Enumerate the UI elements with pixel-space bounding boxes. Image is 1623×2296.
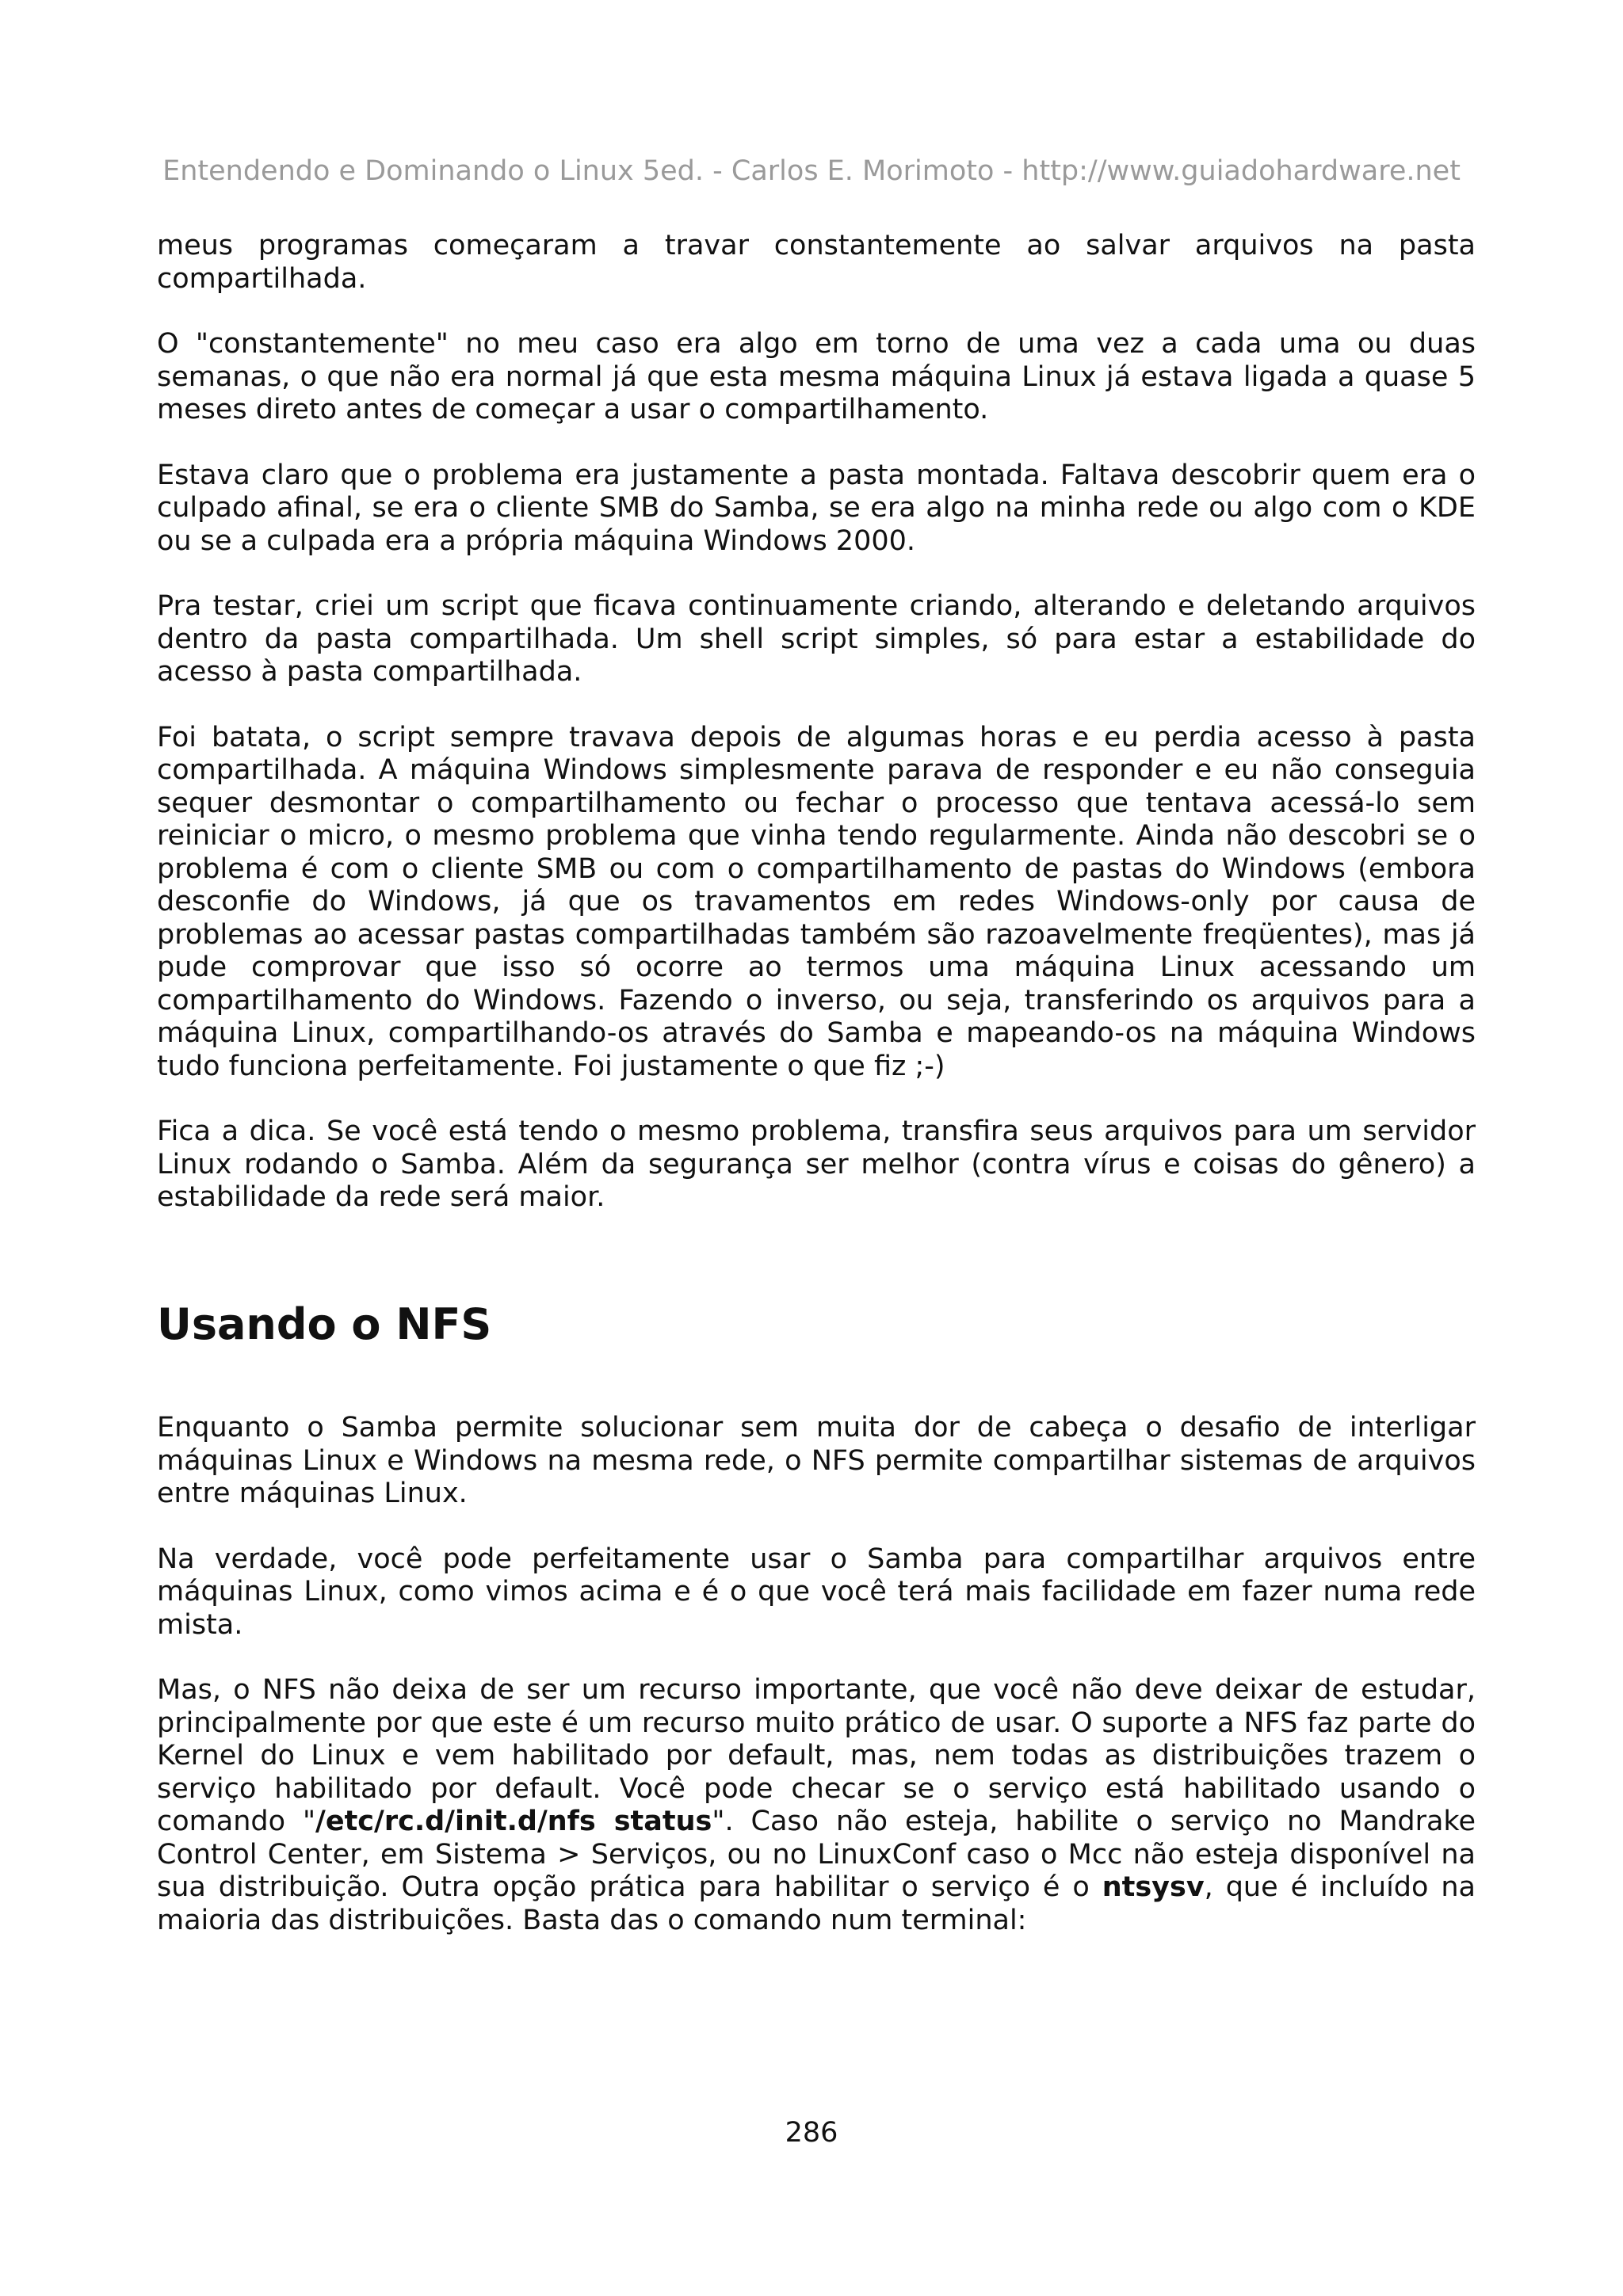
paragraph-text: ". Caso não esteja, habilite o serviço no Mandrake Control Center, em Sistema > Serviços, ou no LinuxConf caso o Mcc não esteja disponível na sua distribuição. Outra opção prática para habilitar o serviço é o xyxy=(157,1806,1476,1903)
page-number: 286 xyxy=(785,2117,838,2149)
paragraph: meus programas começaram a travar constantemente ao salvar arquivos na pasta compartilhada. xyxy=(157,230,1476,295)
paragraph-text: , que é incluído na maioria das distribuições. Basta das o comando num terminal: xyxy=(157,1871,1476,1936)
paragraph: O "constantemente" no meu caso era algo em torno de uma vez a cada uma ou duas semanas, o que não era normal já que esta mesma máquina Linux já estava ligada a quase 5 meses direto antes de começar a usar o compartilhamento. xyxy=(157,328,1476,425)
paragraph: Foi batata, o script sempre travava depois de algumas horas e eu perdia acesso à pasta compartilhada. A máquina Windows simplesmente parava de responder e eu não conseguia sequer desmontar o compartilhamento ou fechar o processo que tentava acessá-lo sem reiniciar o micro, o mesmo problema que vinha tendo regularmente. Ainda não descobri se o problema é com o cliente SMB ou com o compartilhamento de pastas do Windows (embora desconfie do Windows, já que os travamentos em redes Windows-only por causa de problemas ao acessar pastas compartilhadas também são razoavelmente freqüentes), mas já pude comprovar que isso só ocorre ao termos uma máquina Linux acessando um compartilhamento do Windows. Fazendo o inverso, ou seja, transferindo os arquivos para a máquina Linux, compartilhando-os através do Samba e mapeando-os na máquina Windows tudo funciona perfeitamente. Foi justamente o que fiz ;-) xyxy=(157,721,1476,1082)
paragraph-text: Mas, o NFS não deixa de ser um recurso importante, que você não deve deixar de estudar, principalmente por que este é um recurso muito prático de usar. O suporte a NFS faz parte do Kernel do Linux e vem habilitado por default, mas, nem todas as distribuições trazem o serviço habilitado por default. Você pode checar se o serviço está habilitado usando o comando " xyxy=(157,1674,1476,1837)
body-text-after xyxy=(157,1412,1476,1970)
paragraph: Pra testar, criei um script que ficava continuamente criando, alterando e deletando arquivos dentro da pasta compartilhada. Um shell script simples, só para estar a estabilidade do acesso à pasta compartilhada. xyxy=(157,590,1476,688)
paragraph: Estava claro que o problema era justamente a pasta montada. Faltava descobrir quem era o culpado afinal, se era o cliente SMB do Samba, se era algo na minha rede ou algo com o KDE ou se a culpada era a própria máquina Windows 2000. xyxy=(157,459,1476,557)
paragraph: Enquanto o Samba permite solucionar sem muita dor de cabeça o desafio de interligar máquinas Linux e Windows na mesma rede, o NFS permite compartilhar sistemas de arquivos entre máquinas Linux. xyxy=(157,1412,1476,1509)
running-header: Entendendo e Dominando o Linux 5ed. - Carlos E. Morimoto - http://www.guiadohardware.net xyxy=(162,155,1461,187)
body-text-before xyxy=(157,230,1476,1247)
section-heading: Usando o NFS xyxy=(157,1299,492,1349)
tool-name: ntsysv xyxy=(1102,1871,1205,1903)
paragraph: Fica a dica. Se você está tendo o mesmo problema, transfira seus arquivos para um servidor Linux rodando o Samba. Além da segurança ser melhor (contra vírus e coisas do gênero) a estabilidade da rede será maior. xyxy=(157,1116,1476,1213)
paragraph-nfs-service xyxy=(157,1674,1476,1937)
paragraph: Na verdade, você pode perfeitamente usar o Samba para compartilhar arquivos entre máquinas Linux, como vimos acima e é o que você terá mais facilidade em fazer numa rede mista. xyxy=(157,1543,1476,1641)
command-text: /etc/rc.d/init.d/nfs status xyxy=(315,1806,712,1837)
